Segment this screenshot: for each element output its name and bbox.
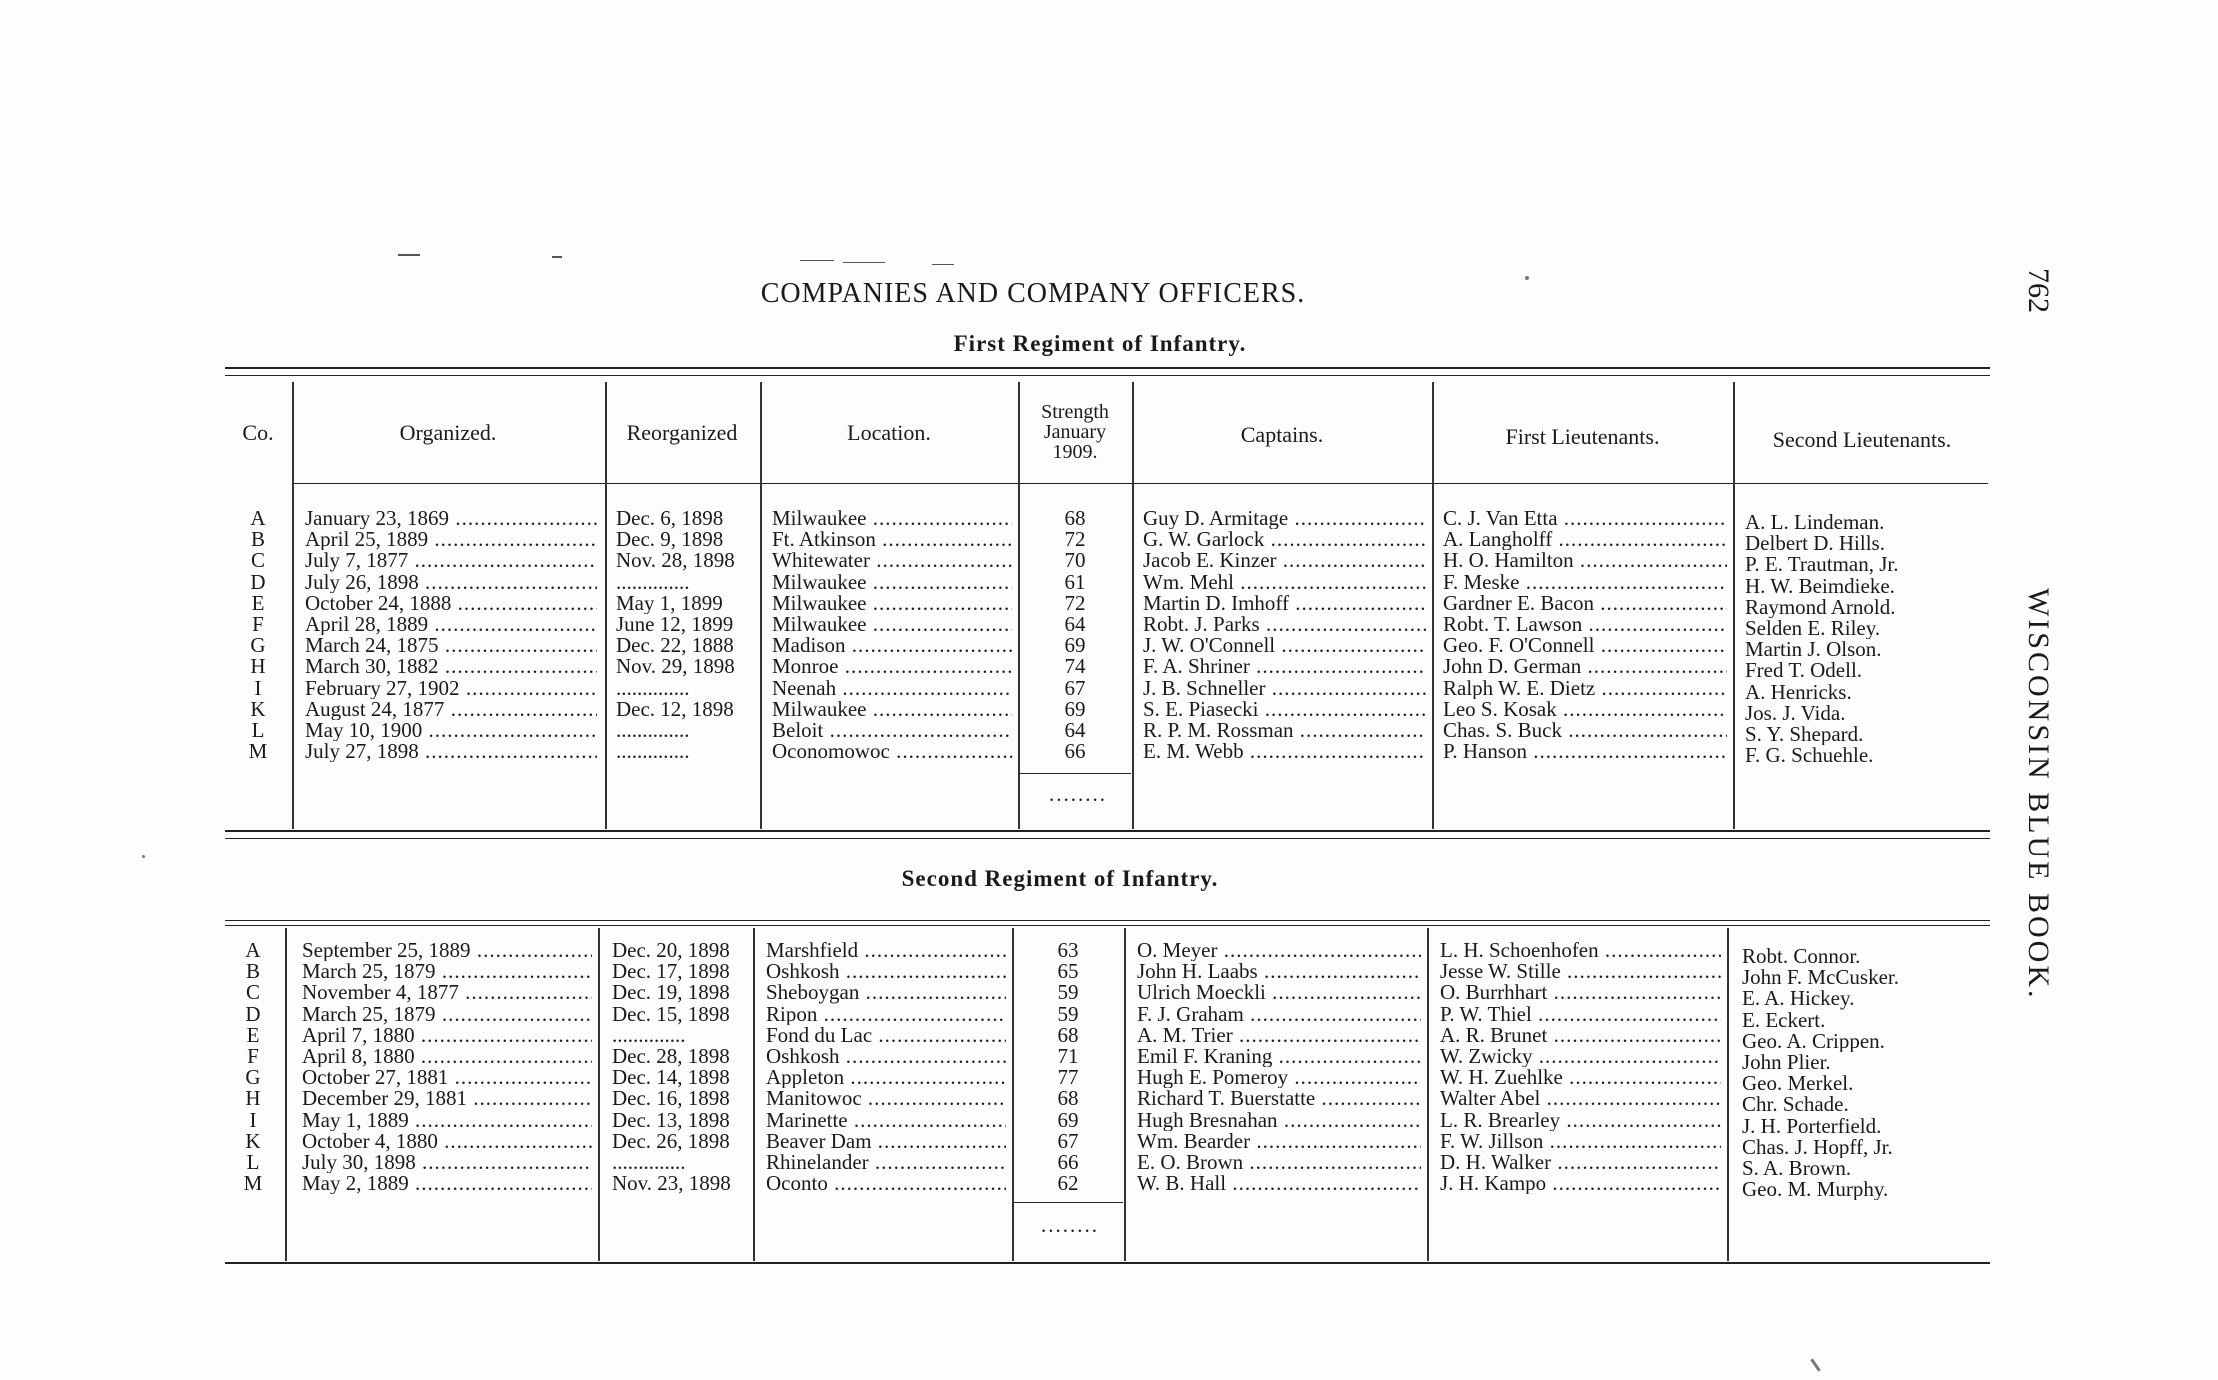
table-cell: M <box>248 741 268 763</box>
table-cell: B <box>245 961 260 983</box>
scan-mark <box>398 254 420 256</box>
table-cell: Oshkosh ..... <box>766 1046 1006 1067</box>
col-second-lieutenants <box>1745 512 1990 766</box>
running-head: WISCONSIN BLUE BOOK. <box>2022 588 2055 1001</box>
col-line <box>1124 928 1126 1261</box>
table-cell: June 12, 1899 <box>616 614 734 636</box>
table-cell: August 24, 1877 ..... <box>305 699 597 720</box>
table-cell: D <box>245 1003 261 1025</box>
table-cell: Leo S. Kosak ..... <box>1443 699 1727 720</box>
table-cell: Milwaukee ..... <box>772 593 1012 614</box>
table-cell: C <box>250 550 265 572</box>
table-cell: A. L. Lindeman. <box>1745 512 1885 534</box>
table-cell: F. A. Shriner ..... <box>1143 656 1426 677</box>
table-cell: 64 <box>1064 614 1086 636</box>
col-reorganized <box>616 508 756 762</box>
scan-mark <box>552 256 562 258</box>
table-cell: April 25, 1889 ..... <box>305 529 597 550</box>
table-cell: E <box>246 1024 260 1047</box>
table-cell: 72 <box>1064 529 1086 551</box>
table-cell: Jos. J. Vida. <box>1745 702 1846 725</box>
table-cell: July 26, 1898 ..... <box>305 572 597 593</box>
table-cell: Raymond Arnold. <box>1745 596 1896 619</box>
table-cell: M <box>243 1173 263 1195</box>
page-number: 762 <box>2022 268 2055 313</box>
table-cell: Gardner E. Bacon ..... <box>1443 593 1727 614</box>
table-cell: January 23, 1869 ..... <box>305 508 597 529</box>
table-cell: Delbert D. Hills. <box>1745 533 1885 555</box>
table-cell: John F. McCusker. <box>1742 967 1899 989</box>
table-cell: Milwaukee ..... <box>772 572 1012 593</box>
table-cell: G. W. Garlock ..... <box>1143 529 1426 550</box>
scan-mark <box>932 264 954 265</box>
table-cell: W. H. Zuehlke ..... <box>1440 1067 1721 1088</box>
table-cell: Geo. A. Crippen. <box>1742 1030 1885 1053</box>
table-cell: April 28, 1889 ..... <box>305 614 597 635</box>
strength-total: ........ <box>1041 1213 1099 1237</box>
table-cell: R. P. M. Rossman ..... <box>1143 720 1426 741</box>
table-cell: John H. Laabs ..... <box>1137 961 1421 982</box>
table-cell: 62 <box>1057 1173 1079 1195</box>
table-cell: 59 <box>1057 982 1079 1004</box>
col-line <box>760 382 762 829</box>
table-cell: K <box>245 1130 261 1153</box>
table-cell: Wm. Mehl ..... <box>1143 572 1426 593</box>
table-cell: 68 <box>1064 508 1086 530</box>
header-captains: Captains. <box>1240 422 1324 447</box>
table-cell: .............. <box>616 571 690 593</box>
table-cell: H <box>245 1088 261 1110</box>
table-cell: I <box>254 677 262 699</box>
col-line <box>285 928 287 1261</box>
header-first-lieutenants: First Lieutenants. <box>1505 424 1660 449</box>
table-cell: .............. <box>612 1152 686 1174</box>
table-cell: S. A. Brown. <box>1742 1158 1852 1180</box>
table-cell: Dec. 20, 1898 <box>612 940 730 962</box>
header-second-lieutenants: Second Lieutenants. <box>1772 427 1952 452</box>
table-cell: Emil F. Kraning ..... <box>1137 1046 1421 1067</box>
table-cell: J. W. O'Connell ..... <box>1143 635 1426 656</box>
table-cell: Appleton ..... <box>766 1067 1006 1088</box>
table-rule-top <box>225 375 1990 376</box>
table-cell: O. Burrhhart ..... <box>1440 982 1721 1003</box>
table-cell: E. O. Brown ..... <box>1137 1152 1421 1173</box>
header-co: Co. <box>242 420 274 445</box>
table-cell: Dec. 22, 1888 <box>616 635 734 657</box>
table-cell: Nov. 23, 1898 <box>612 1173 731 1195</box>
scan-speck <box>142 855 145 858</box>
table-cell: J. B. Schneller ..... <box>1143 678 1426 699</box>
col-co <box>225 508 291 762</box>
table-cell: March 25, 1879 ..... <box>302 1004 592 1025</box>
table-cell: Selden E. Riley. <box>1745 618 1881 640</box>
table-cell: W. Zwicky ..... <box>1440 1046 1721 1067</box>
table-cell: 59 <box>1057 1003 1079 1025</box>
regiment-title-first: First Regiment of Infantry. <box>953 331 1247 356</box>
col-co <box>221 940 285 1194</box>
table-cell: A. Henricks. <box>1745 681 1852 703</box>
col-reorganized <box>612 940 750 1194</box>
table-cell: April 7, 1880 ..... <box>302 1025 592 1046</box>
table-cell: February 27, 1902 ..... <box>305 678 597 699</box>
table-cell: L <box>246 1152 260 1174</box>
table-cell: Dec. 12, 1898 <box>616 698 734 721</box>
col-line <box>292 382 294 829</box>
table-cell: 74 <box>1064 656 1086 678</box>
table-cell: 66 <box>1064 741 1086 763</box>
table-cell: Robt. Connor. <box>1742 946 1861 968</box>
table-cell: July 7, 1877 ..... <box>305 550 597 571</box>
table-cell: I <box>249 1109 257 1131</box>
table-cell: L <box>251 720 265 742</box>
col-first-lieutenants <box>1443 508 1727 762</box>
table-cell: March 25, 1879 ..... <box>302 961 592 982</box>
table-cell: .............. <box>612 1024 686 1047</box>
col-captains <box>1143 508 1426 762</box>
table-cell: March 30, 1882 ..... <box>305 656 597 677</box>
table-cell: Nov. 29, 1898 <box>616 656 735 678</box>
table-cell: D. H. Walker ..... <box>1440 1152 1721 1173</box>
table-rule-top <box>225 925 1990 926</box>
table-cell: 69 <box>1057 1109 1079 1131</box>
table-cell: Milwaukee ..... <box>772 699 1012 720</box>
table-cell: Whitewater ..... <box>772 550 1012 571</box>
table-cell: 66 <box>1057 1152 1079 1174</box>
table-cell: Dec. 26, 1898 <box>612 1130 730 1153</box>
table-cell: E. A. Hickey. <box>1742 988 1855 1010</box>
table-cell: Marshfield ..... <box>766 940 1006 961</box>
table-cell: Robt. J. Parks ..... <box>1143 614 1426 635</box>
table-cell: 71 <box>1057 1046 1079 1068</box>
header-strength: Strength January 1909. <box>1041 401 1109 463</box>
table-cell: Dec. 9, 1898 <box>616 529 724 551</box>
table-cell: 69 <box>1064 635 1086 657</box>
col-location <box>766 940 1006 1194</box>
table-cell: P. Hanson ..... <box>1443 741 1727 762</box>
table-cell: F. Meske ..... <box>1443 572 1727 593</box>
table-cell: A <box>245 940 261 962</box>
table-cell: Jesse W. Stille ..... <box>1440 961 1721 982</box>
table-cell: December 29, 1881 ..... <box>302 1088 592 1109</box>
table-cell: H <box>250 656 266 678</box>
table-cell: 77 <box>1057 1067 1079 1089</box>
table-cell: Richard T. Buerstatte ..... <box>1137 1088 1421 1109</box>
table-cell: Fond du Lac ..... <box>766 1025 1006 1046</box>
table-cell: Geo. Merkel. <box>1742 1073 1854 1095</box>
table-cell: P. E. Trautman, Jr. <box>1745 554 1899 576</box>
table-cell: Chas. S. Buck ..... <box>1443 720 1727 741</box>
col-organized <box>302 940 592 1194</box>
col-strength <box>1018 508 1132 762</box>
table-cell: July 30, 1898 ..... <box>302 1152 592 1173</box>
table-rule-top <box>225 838 1990 839</box>
table-cell: 68 <box>1057 1024 1079 1047</box>
table-cell: L. R. Brearley ..... <box>1440 1110 1721 1131</box>
table-cell: May 10, 1900 ..... <box>305 720 597 741</box>
table-cell: Chr. Schade. <box>1742 1094 1849 1116</box>
table-cell: Martin D. Imhoff ..... <box>1143 593 1426 614</box>
table-cell: October 27, 1881 ..... <box>302 1067 592 1088</box>
table-cell: B <box>250 529 265 551</box>
col-line <box>1432 382 1434 829</box>
table-cell: S. Y. Shepard. <box>1745 724 1864 746</box>
table-cell: E. Eckert. <box>1742 1009 1826 1031</box>
regiment-title-second: Second Regiment of Infantry. <box>901 866 1219 891</box>
col-line <box>753 928 755 1261</box>
table-rule-top <box>225 367 1990 369</box>
table-cell: Wm. Bearder ..... <box>1137 1131 1421 1152</box>
table-rule-bottom <box>225 1262 1990 1264</box>
table-cell: Oconto ..... <box>766 1173 1006 1194</box>
table-cell: March 24, 1875 ..... <box>305 635 597 656</box>
table-cell: Nov. 28, 1898 <box>616 550 735 572</box>
header-organized: Organized. <box>399 420 497 445</box>
table-cell: .............. <box>616 677 690 699</box>
table-cell: C. J. Van Etta ..... <box>1443 508 1727 529</box>
table-cell: F <box>252 614 264 636</box>
table-cell: Ripon ..... <box>766 1004 1006 1025</box>
col-organized <box>305 508 597 762</box>
table-cell: Oshkosh ..... <box>766 961 1006 982</box>
table-cell: H. W. Beimdieke. <box>1745 575 1895 597</box>
table-cell: H. O. Hamilton ..... <box>1443 550 1727 571</box>
table-cell: Dec. 17, 1898 <box>612 961 730 983</box>
table-rule-top <box>225 920 1990 921</box>
table-cell: F. J. Graham ..... <box>1137 1004 1421 1025</box>
table-cell: G <box>245 1067 261 1089</box>
table-cell: F. G. Schuehle. <box>1745 745 1874 767</box>
table-cell: Neenah ..... <box>772 678 1012 699</box>
col-line <box>598 928 600 1261</box>
table-cell: Hugh E. Pomeroy ..... <box>1137 1067 1421 1088</box>
table-cell: C <box>245 982 260 1004</box>
table-cell: P. W. Thiel ..... <box>1440 1004 1721 1025</box>
col-line <box>1727 928 1729 1261</box>
table-cell: Dec. 14, 1898 <box>612 1067 730 1089</box>
table-cell: Beloit ..... <box>772 720 1012 741</box>
col-line <box>605 382 607 829</box>
table-rule-bottom <box>225 830 1990 832</box>
table-cell: E. M. Webb ..... <box>1143 741 1426 762</box>
table-cell: Geo. M. Murphy. <box>1742 1179 1889 1201</box>
table-cell: F <box>247 1046 259 1068</box>
col-location <box>772 508 1012 762</box>
table-cell: Guy D. Armitage ..... <box>1143 508 1426 529</box>
table-cell: October 4, 1880 ..... <box>302 1131 592 1152</box>
table-cell: Milwaukee ..... <box>772 614 1012 635</box>
col-strength <box>1012 940 1124 1194</box>
table-cell: Hugh Bresnahan ..... <box>1137 1110 1421 1131</box>
table-cell: 63 <box>1057 940 1079 962</box>
table-cell: May 1, 1889 ..... <box>302 1110 592 1131</box>
scan-speck <box>1810 1358 1820 1371</box>
table-cell: Monroe ..... <box>772 656 1012 677</box>
table-cell: Jacob E. Kinzer ..... <box>1143 550 1426 571</box>
table-cell: G <box>250 635 266 657</box>
col-line <box>1427 928 1429 1261</box>
table-cell: 61 <box>1064 571 1086 593</box>
table-cell: Marinette ..... <box>766 1110 1006 1131</box>
table-cell: May 2, 1889 ..... <box>302 1173 592 1194</box>
table-cell: W. B. Hall ..... <box>1137 1173 1421 1194</box>
col-second-lieutenants <box>1742 946 1990 1200</box>
table-cell: J. H. Porterfield. <box>1742 1115 1882 1137</box>
table-cell: Madison ..... <box>772 635 1012 656</box>
table-cell: Manitowoc ..... <box>766 1088 1006 1109</box>
table-cell: John Plier. <box>1742 1052 1831 1074</box>
table-cell: Geo. F. O'Connell ..... <box>1443 635 1727 656</box>
table-cell: Walter Abel ..... <box>1440 1088 1721 1109</box>
table-cell: 70 <box>1064 550 1086 572</box>
table-cell: J. H. Kampo ..... <box>1440 1173 1721 1194</box>
table-cell: October 24, 1888 ..... <box>305 593 597 614</box>
table-cell: Chas. J. Hopff, Jr. <box>1742 1136 1893 1159</box>
table-cell: April 8, 1880 ..... <box>302 1046 592 1067</box>
table-cell: Dec. 6, 1898 <box>616 508 724 530</box>
strength-total-rule <box>1014 1202 1123 1203</box>
table-cell: A. Langholff ..... <box>1443 529 1727 550</box>
header-location: Location. <box>847 420 931 445</box>
scan-mark <box>843 262 885 263</box>
table-cell: John D. German ..... <box>1443 656 1727 677</box>
table-cell: 72 <box>1064 592 1086 615</box>
table-cell: Martin J. Olson. <box>1745 639 1882 661</box>
table-cell: E <box>251 592 265 615</box>
table-cell: Dec. 15, 1898 <box>612 1003 730 1025</box>
col-line <box>1132 382 1134 829</box>
table-cell: Dec. 28, 1898 <box>612 1046 730 1068</box>
header-reorganized: Reorganized <box>626 420 738 445</box>
table-cell: 69 <box>1064 698 1086 721</box>
table-cell: September 25, 1889 ..... <box>302 940 592 961</box>
table-cell: D <box>250 571 266 593</box>
table-cell: Robt. T. Lawson ..... <box>1443 614 1727 635</box>
strength-total: ........ <box>1049 782 1107 806</box>
table-cell: F. W. Jillson ..... <box>1440 1131 1721 1152</box>
col-captains <box>1137 940 1421 1194</box>
table-cell: 67 <box>1057 1130 1079 1153</box>
table-cell: .............. <box>616 720 690 742</box>
table-cell: 68 <box>1057 1088 1079 1110</box>
table-cell: S. E. Piasecki ..... <box>1143 699 1426 720</box>
strength-total-rule <box>1020 773 1131 774</box>
table-cell: Dec. 13, 1898 <box>612 1109 730 1131</box>
page-title: COMPANIES AND COMPANY OFFICERS. <box>760 278 1306 309</box>
table-cell: Fred T. Odell. <box>1745 660 1863 682</box>
table-cell: Rhinelander ..... <box>766 1152 1006 1173</box>
table-cell: Milwaukee ..... <box>772 508 1012 529</box>
table-cell: O. Meyer ..... <box>1137 940 1421 961</box>
table-cell: A <box>250 508 266 530</box>
col-first-lieutenants <box>1440 940 1721 1194</box>
table-cell: Ralph W. E. Dietz ..... <box>1443 678 1727 699</box>
table-cell: A. M. Trier ..... <box>1137 1025 1421 1046</box>
table-cell: Beaver Dam ..... <box>766 1131 1006 1152</box>
table-cell: Sheboygan ..... <box>766 982 1006 1003</box>
table-cell: Dec. 19, 1898 <box>612 982 730 1004</box>
table-cell: July 27, 1898 ..... <box>305 741 597 762</box>
table-cell: L. H. Schoenhofen ..... <box>1440 940 1721 961</box>
table-cell: November 4, 1877 ..... <box>302 982 592 1003</box>
table-cell: 64 <box>1064 720 1086 742</box>
table-cell: 67 <box>1064 677 1086 699</box>
table-cell: Ulrich Moeckli ..... <box>1137 982 1421 1003</box>
table-cell: May 1, 1899 <box>616 592 723 615</box>
scan-mark <box>800 260 834 261</box>
table-cell: Dec. 16, 1898 <box>612 1088 730 1110</box>
table-cell: 65 <box>1057 961 1079 983</box>
table-cell: Ft. Atkinson ..... <box>772 529 1012 550</box>
table-cell: .............. <box>616 741 690 763</box>
table-cell: K <box>250 698 266 721</box>
table-cell: Oconomowoc ..... <box>772 741 1012 762</box>
table-cell: A. R. Brunet ..... <box>1440 1025 1721 1046</box>
